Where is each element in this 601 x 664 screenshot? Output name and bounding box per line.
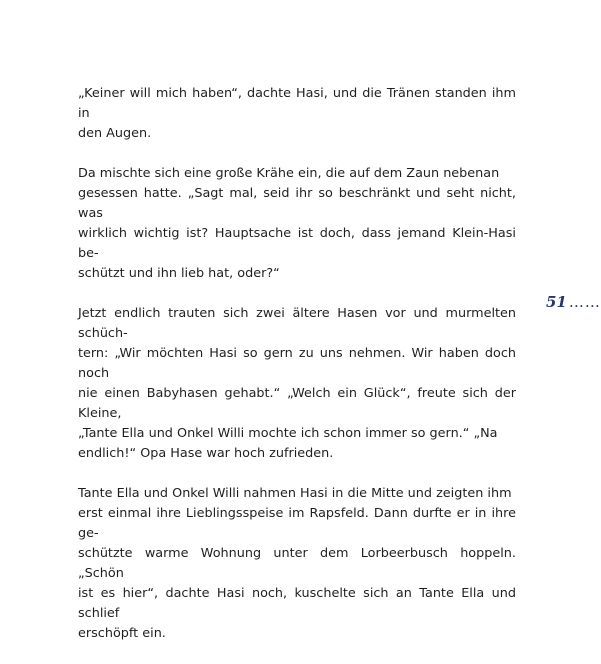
- page-number: [546, 292, 600, 312]
- body-text: [78, 84, 516, 664]
- page-number-dots: ……: [568, 293, 601, 311]
- page-number-value: 51: [546, 293, 567, 311]
- paragraph-1: „Keiner will mich haben“, dachte Hasi, und die Tränen standen ihm in den Augen.: [78, 86, 516, 141]
- paragraph-2: Da mischte sich eine große Krähe ein, die auf dem Zaun nebenan gesessen hatte. „Sagt mal, seid ihr so beschränkt und seht nicht, was wirklich wichtig ist? Hauptsache ist doch, dass jemand Klein-Hasi be- schützt und ihn lieb hat, oder?“: [78, 166, 516, 281]
- paragraph-3: Jetzt endlich trauten sich zwei ältere Hasen vor und murmelten schüch- tern: „Wir möchten Hasi so gern zu uns nehmen. Wir haben doch noch nie einen Babyhasen gehabt.“ „Welch ein Glück“, freute sich der Kleine, „Tante Ella und Onkel Willi mochte ich schon immer so gern.“ „Na endlich!“ Opa Hase war hoch zufrieden.: [78, 306, 516, 461]
- paragraph-4: Tante Ella und Onkel Willi nahmen Hasi in die Mitte und zeigten ihm erst einmal ihre Lieblingsspeise im Rapsfeld. Dann durfte er in ihre ge- schützte warme Wohnung unter dem Lorbeerbusch hoppeln. „Schön ist es hier“, dachte Hasi noch, kuschelte sich an Tante Ella und schlief erschöpft ein.: [78, 486, 516, 641]
